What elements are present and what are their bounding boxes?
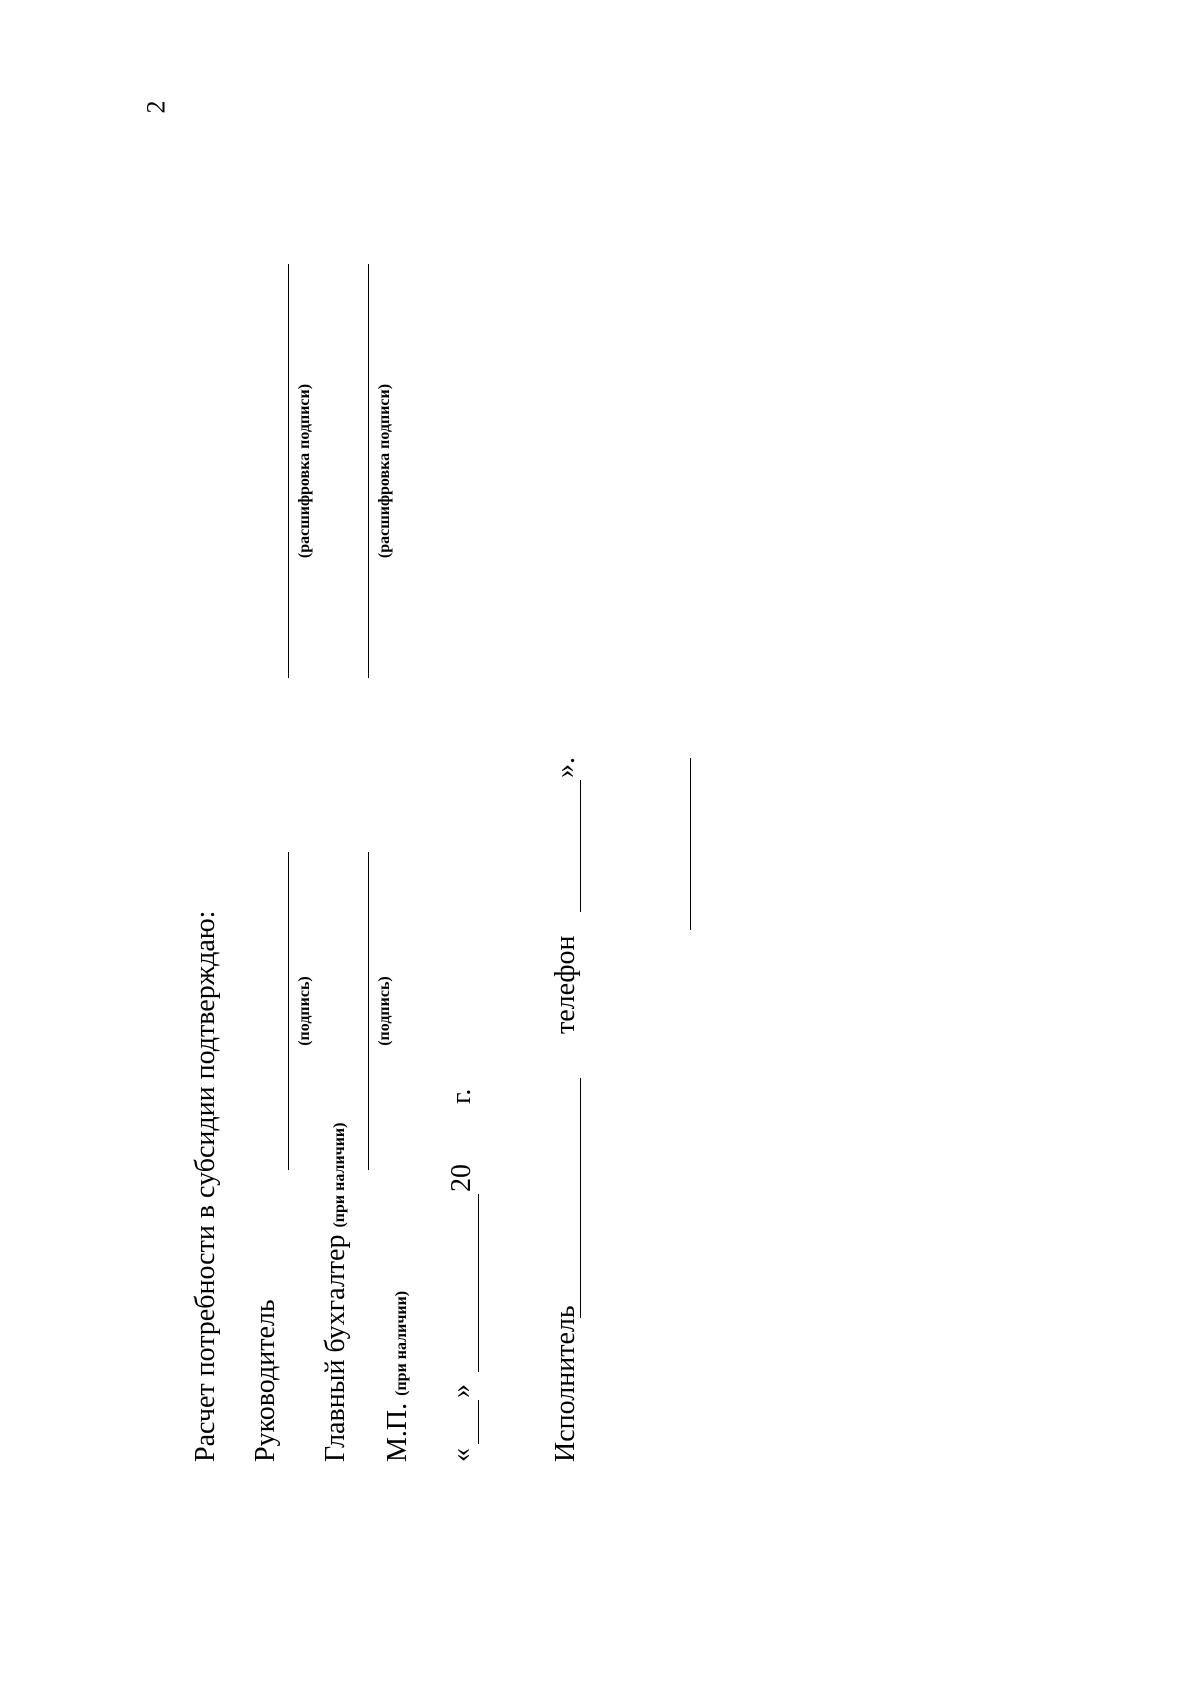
date-open-quote: « bbox=[446, 1448, 477, 1462]
date-day-line bbox=[478, 1400, 479, 1444]
date-year-prefix: 20 bbox=[446, 1164, 477, 1192]
form-heading: Расчет потребности в субсидии подтверждаю: bbox=[190, 910, 221, 1462]
accountant-decoding-line bbox=[368, 264, 369, 678]
accountant-signature-caption: (подпись) bbox=[376, 976, 393, 1046]
date-year-suffix: г. bbox=[446, 1088, 477, 1104]
head-label: Руководитель bbox=[250, 1299, 281, 1462]
accountant-label-text: Главный бухгалтер bbox=[320, 1234, 351, 1462]
extra-line bbox=[690, 758, 691, 930]
head-decoding-line bbox=[288, 264, 289, 678]
accountant-note: (при наличии) bbox=[331, 1122, 348, 1228]
executor-name-line bbox=[580, 1078, 581, 1318]
date-month-line bbox=[478, 1194, 479, 1372]
accountant-decoding-caption: (расшифровка подписи) bbox=[376, 383, 393, 559]
executor-closing: ». bbox=[550, 757, 581, 778]
stamp-label-text: М.П. bbox=[382, 1402, 413, 1462]
head-signature-caption: (подпись) bbox=[296, 976, 313, 1046]
executor-phone-line bbox=[580, 780, 581, 912]
accountant-signature-line bbox=[368, 852, 369, 1170]
executor-label: Исполнитель bbox=[550, 1305, 581, 1462]
executor-phone-label: телефон bbox=[550, 935, 581, 1034]
page-number: 2 bbox=[141, 100, 171, 114]
stamp-note: (при наличии) bbox=[393, 1290, 410, 1396]
head-decoding-caption: (расшифровка подписи) bbox=[296, 383, 313, 559]
stamp-label bbox=[384, 1291, 412, 1462]
head-signature-line bbox=[288, 852, 289, 1170]
date-close-quote: » bbox=[446, 1384, 477, 1398]
accountant-label bbox=[322, 1123, 350, 1462]
